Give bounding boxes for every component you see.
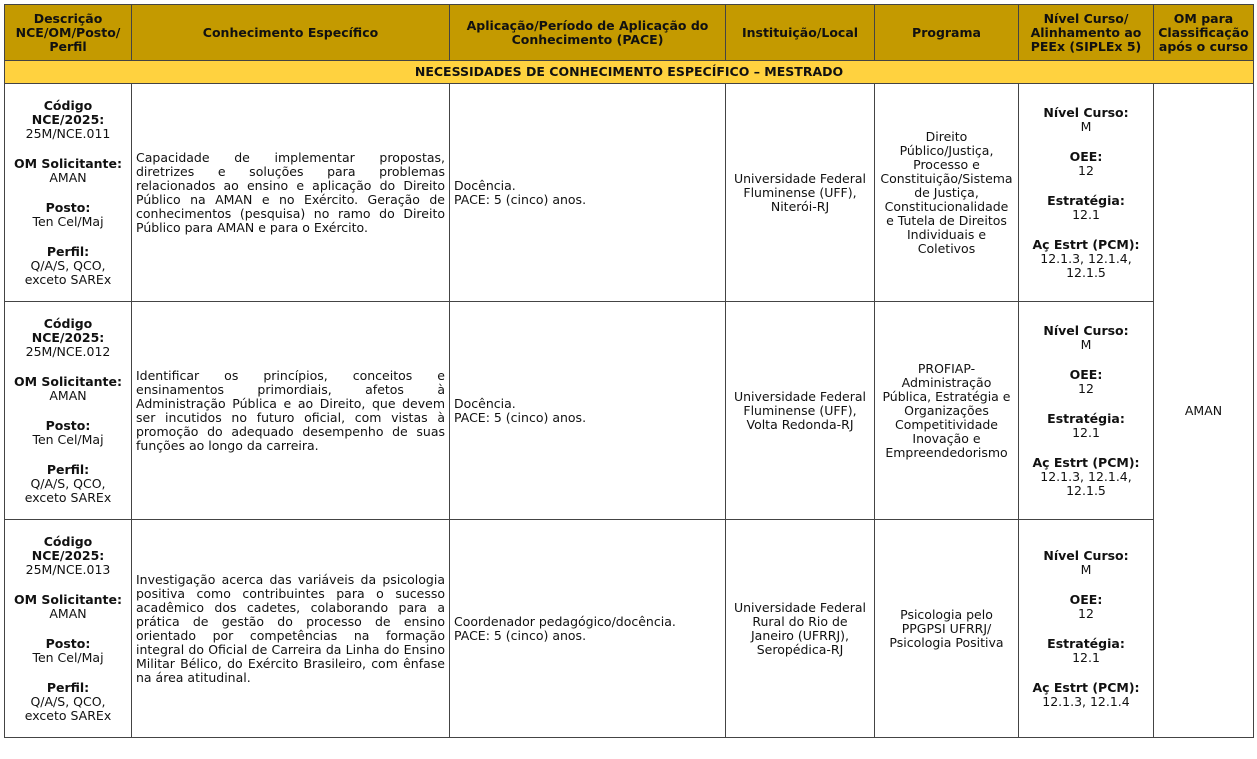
aplicacao-cell bbox=[450, 84, 726, 302]
local-value: Volta Redonda-RJ bbox=[746, 416, 854, 432]
posto-value: Ten Cel/Maj bbox=[32, 213, 104, 229]
conhecimento-cell: Capacidade de implementar propostas, diretrizes e soluções para problemas relacionados ao ensino e aplicação do Direito Público na AMAN e no Exército. Geração de conhecimentos (pesquisa) no ramo do Direito Público para AMAN e para o Exército. bbox=[132, 84, 450, 302]
posto-label: Posto: bbox=[45, 635, 91, 651]
header-conhecimento: Conhecimento Específico bbox=[132, 5, 450, 61]
om-solicitante-label: OM Solicitante: bbox=[13, 591, 123, 607]
nce-table bbox=[4, 4, 1254, 738]
estrategia-label: Estratégia: bbox=[1047, 635, 1125, 651]
posto-label: Posto: bbox=[45, 417, 91, 433]
om-solicitante-label: OM Solicitante: bbox=[13, 373, 123, 389]
nivel-curso-value: M bbox=[1080, 561, 1092, 577]
codigo-label: Código NCE/2025: bbox=[31, 315, 105, 345]
header-row bbox=[5, 5, 1254, 61]
instituicao-value: Universidade Federal Rural do Rio de Janeiro (UFRRJ), bbox=[733, 599, 867, 643]
instituicao-cell bbox=[726, 84, 875, 302]
aplicacao-cell bbox=[450, 302, 726, 520]
descricao-cell bbox=[5, 520, 132, 738]
nivel-curso-label: Nível Curso: bbox=[1043, 322, 1129, 338]
codigo-value: 25M/NCE.011 bbox=[25, 125, 111, 141]
posto-label: Posto: bbox=[45, 199, 91, 215]
oee-value: 12 bbox=[1078, 162, 1094, 178]
perfil-value: Q/A/S, QCO, exceto SAREx bbox=[24, 475, 112, 505]
estrategia-value: 12.1 bbox=[1072, 424, 1100, 440]
programa-cell: Psicologia pelo PPGPSI UFRRJ/ Psicologia Positiva bbox=[875, 520, 1019, 738]
ac-estrt-label: Aç Estrt (PCM): bbox=[1032, 236, 1140, 252]
om-solicitante-label: OM Solicitante: bbox=[13, 155, 123, 171]
perfil-value: Q/A/S, QCO, exceto SAREx bbox=[24, 257, 112, 287]
descricao-cell bbox=[5, 84, 132, 302]
nivel-curso-value: M bbox=[1080, 118, 1092, 134]
instituicao-value: Universidade Federal Fluminense (UFF), bbox=[733, 388, 867, 418]
local-value: Niterói-RJ bbox=[770, 198, 830, 214]
header-aplicacao: Aplicação/Período de Aplicação do Conhecimento (PACE) bbox=[450, 5, 726, 61]
ac-estrt-value: 12.1.3, 12.1.4, 12.1.5 bbox=[1040, 250, 1132, 280]
om-solicitante-value: AMAN bbox=[49, 605, 87, 621]
programa-cell: Direito Público/Justiça, Processo e Constituição/Sistema de Justiça, Constitucionalidade e Tutela de Direitos Individuais e Coletivos bbox=[875, 84, 1019, 302]
descricao-cell bbox=[5, 302, 132, 520]
section-title: NECESSIDADES DE CONHECIMENTO ESPECÍFICO – MESTRADO bbox=[5, 61, 1254, 84]
ac-estrt-value: 12.1.3, 12.1.4 bbox=[1042, 693, 1130, 709]
perfil-label: Perfil: bbox=[46, 679, 90, 695]
ac-estrt-label: Aç Estrt (PCM): bbox=[1032, 679, 1140, 695]
nivel-curso-label: Nível Curso: bbox=[1043, 547, 1129, 563]
instituicao-value: Universidade Federal Fluminense (UFF), bbox=[733, 170, 867, 200]
posto-value: Ten Cel/Maj bbox=[32, 431, 104, 447]
header-programa: Programa bbox=[875, 5, 1019, 61]
nivel-curso-value: M bbox=[1080, 336, 1092, 352]
nivel-cell bbox=[1019, 302, 1154, 520]
pace-value: PACE: 5 (cinco) anos. bbox=[454, 191, 587, 207]
table-row bbox=[5, 520, 1254, 738]
oee-label: OEE: bbox=[1069, 366, 1103, 382]
aplicacao-value: Docência. bbox=[454, 395, 516, 411]
nivel-cell bbox=[1019, 84, 1154, 302]
codigo-label: Código NCE/2025: bbox=[31, 533, 105, 563]
estrategia-label: Estratégia: bbox=[1047, 410, 1125, 426]
aplicacao-value: Coordenador pedagógico/docência. bbox=[454, 613, 676, 629]
nivel-curso-label: Nível Curso: bbox=[1043, 104, 1129, 120]
estrategia-label: Estratégia: bbox=[1047, 192, 1125, 208]
aplicacao-value: Docência. bbox=[454, 177, 516, 193]
local-value: Seropédica-RJ bbox=[756, 641, 844, 657]
ac-estrt-value: 12.1.3, 12.1.4, 12.1.5 bbox=[1040, 468, 1132, 498]
pace-value: PACE: 5 (cinco) anos. bbox=[454, 409, 587, 425]
perfil-label: Perfil: bbox=[46, 461, 90, 477]
programa-cell: PROFIAP-Administração Pública, Estratégia e Organizações Competitividade Inovação e Empreendedorismo bbox=[875, 302, 1019, 520]
oee-label: OEE: bbox=[1069, 148, 1103, 164]
oee-value: 12 bbox=[1078, 605, 1094, 621]
om-solicitante-value: AMAN bbox=[49, 169, 87, 185]
header-instituicao: Instituição/Local bbox=[726, 5, 875, 61]
perfil-label: Perfil: bbox=[46, 243, 90, 259]
codigo-label: Código NCE/2025: bbox=[31, 97, 105, 127]
header-descricao: Descrição NCE/OM/Posto/ Perfil bbox=[5, 5, 132, 61]
codigo-value: 25M/NCE.012 bbox=[25, 343, 111, 359]
posto-value: Ten Cel/Maj bbox=[32, 649, 104, 665]
om-solicitante-value: AMAN bbox=[49, 387, 87, 403]
conhecimento-cell: Investigação acerca das variáveis da psicologia positiva como contribuintes para o sucesso acadêmico dos cadetes, colaborando para a prática de gestão do processo de ensino orientado por competências na formação integral do Oficial de Carreira da Linha do Ensino Militar Bélico, do Exército Brasileiro, com ênfase na área atitudinal. bbox=[132, 520, 450, 738]
table-row bbox=[5, 302, 1254, 520]
ac-estrt-label: Aç Estrt (PCM): bbox=[1032, 454, 1140, 470]
header-nivel-curso: Nível Curso/ Alinhamento ao PEEx (SIPLEx 5) bbox=[1019, 5, 1154, 61]
om-classificacao-cell: AMAN bbox=[1154, 84, 1254, 738]
instituicao-cell bbox=[726, 520, 875, 738]
perfil-value: Q/A/S, QCO, exceto SAREx bbox=[24, 693, 112, 723]
instituicao-cell bbox=[726, 302, 875, 520]
table-row bbox=[5, 84, 1254, 302]
oee-label: OEE: bbox=[1069, 591, 1103, 607]
pace-value: PACE: 5 (cinco) anos. bbox=[454, 627, 587, 643]
estrategia-value: 12.1 bbox=[1072, 649, 1100, 665]
estrategia-value: 12.1 bbox=[1072, 206, 1100, 222]
nivel-cell bbox=[1019, 520, 1154, 738]
aplicacao-cell bbox=[450, 520, 726, 738]
section-row bbox=[5, 61, 1254, 84]
oee-value: 12 bbox=[1078, 380, 1094, 396]
header-om-classificacao: OM para Classificação após o curso bbox=[1154, 5, 1254, 61]
codigo-value: 25M/NCE.013 bbox=[25, 561, 111, 577]
conhecimento-cell: Identificar os princípios, conceitos e ensinamentos primordiais, afetos à Administração Pública e ao Direito, que devem ser incutidos no futuro oficial, com vistas à promoção do adequado desempenho de suas funções ao longo da carreira. bbox=[132, 302, 450, 520]
